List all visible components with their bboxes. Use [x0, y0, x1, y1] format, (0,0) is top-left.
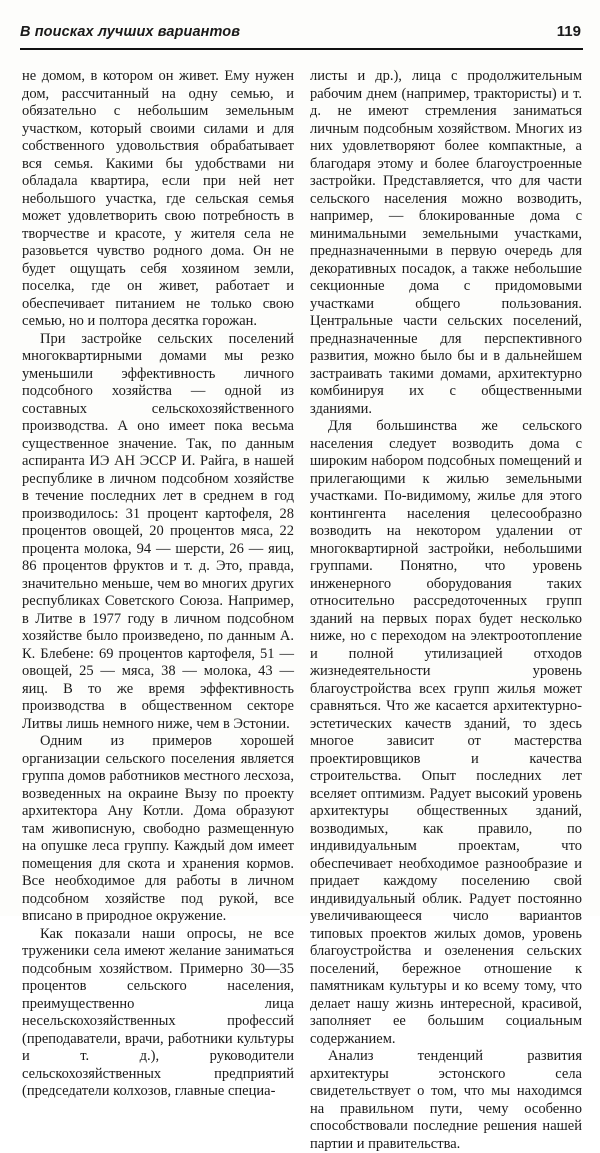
paragraph-left-3: Одним из примеров хорошей организации сельского поселения является группа домов работников местного лесхоза, возведенных на окраине Вызу по проекту архитектора Ану Котли. Дома образуют там живописную, свободно размещенную на опушке леса группу. Каждый дом имеет помещения для скота и хранения кормов. Все необходимое для работы в личном подсобном хозяйстве под рукой, все вписано в природное окружение.	[22, 733, 294, 924]
paragraph-right-1: листы и др.), лица с продолжительным рабочим днем (например, трактористы) и т. д. не имеют стремления заниматься личным подсобным хозяйством. Многих из них удовлетворяют более компактные, а благодаря этому и более благоустроенные застройки. Представляется, что для части сельского населения можно возводить, например, — блокированные дома с минимальными земельными участками, предназначенными в первую очередь для декоративных посадок, а также небольшие секционные дома с придомовыми участками общего пользования. Центральные части сельских поселений, предназначенные для перспективного развития, можно было бы и в дальнейшем застраивать такими домами, архитектурно комбинируя их с общественными зданиями.	[310, 68, 582, 417]
page-number: 119	[556, 23, 581, 40]
chapter-title: В поисках лучших вариантов	[20, 24, 241, 40]
paragraph-left-2: При застройке сельских поселений многоквартирными домами мы резко уменьшили эффективность личного подсобного хозяйства — одной из составных сельскохозяйственного производства. А оно имеет пока весьма существенное значение. Так, по данным аспиранта ИЭ АН ЭССР И. Райга, в нашей республике в личном подсобном хозяйстве в течение последних лет в среднем в год производилось: 31 процент картофеля, 28 процентов овощей, 20 процентов мяса, 22 процента молока, 94 — шерсти, 26 — яиц, 86 процентов фруктов и т. д. Это, правда, значительно меньше, чем во многих других республиках Советского Союза. Например, в Литве в 1977 году в личном подсобном хозяйстве было произведено, по данным А. К. Блебене: 69 процентов картофеля, 51 — овощей, 25 — мяса, 38 — молока, 43 — яиц. В то же время эффективность производства в общественном секторе Литвы лишь немного ниже, чем в Эстонии.	[22, 330, 294, 732]
paragraph-left-1: не домом, в котором он живет. Ему нужен дом, рассчитанный на одну семью, и обязательно с небольшим земельным участком, который своими силами и для собственного удовольствия обрабатывает вся семья. Какими бы удобствами ни обладала квартира, если при ней нет небольшого участка, где сельская семья может удовлетворить свою потребность в творчестве и красоте, у жителя села не разовьется чувство родного дома. Он не будет ощущать себя хозяином земли, поселка, где он живет, работает и обеспечивает питанием не только свою семью, но и полтора десятка горожан.	[22, 68, 294, 329]
paragraph-right-2: Для большинства же сельского населения следует возводить дома с широким набором подсобных помещений и прилегающими к жилью земельными участками. По-видимому, жилье для этого контингента населения целесообразно возводить на некотором удалении от многоквартирной застройки, небольшими группами. Понятно, что уровень инженерного оборудования таких относительно рассредоточенных групп зданий на первых порах будет несколько ниже, но с переходом на электроотопление и полной утилизацией отходов жизнедеятельности уровень благоустройства всех групп жилья может сравняться. Что же касается архитектурно-эстетических качеств зданий, то здесь многое зависит от мастерства проектировщиков и качества строительства. Опыт последних лет вселяет оптимизм. Радует высокий уровень архитектуры общественных зданий, возводимых, как правило, по индивидуальным проектам, что обеспечивает необходимое разнообразие и придает каждому поселению свой индивидуальный облик. Радует постоянно увеличивающееся число вариантов типовых проектов жилых домов, уровень благоустройства и озеленения сельских поселений, бережное отношение к памятникам культуры и ко всему тому, что делает нашу жизнь интересной, красивой, заполняет ее большим социальным содержанием.	[310, 418, 582, 1047]
running-header	[20, 18, 583, 50]
paragraph-left-4: Как показали наши опросы, не все труженики села имеют желание заниматься подсобным хозяйством. Примерно 30—35 процентов сельского населения, преимущественно лица несельскохозяйственных профессий (преподаватели, врачи, работники культуры и т. д.), руководители сельскохозяйственных предприятий (председатели колхозов, главные специа-	[22, 925, 294, 1099]
paragraph-right-3: Анализ тенденций развития архитектуры эстонского села свидетельствует о том, что мы находимся на правильном пути, чему особенно способствовали последние решения нашей партии и правительства.	[310, 1048, 582, 1152]
right-column	[310, 68, 582, 1152]
left-column	[22, 68, 294, 1099]
